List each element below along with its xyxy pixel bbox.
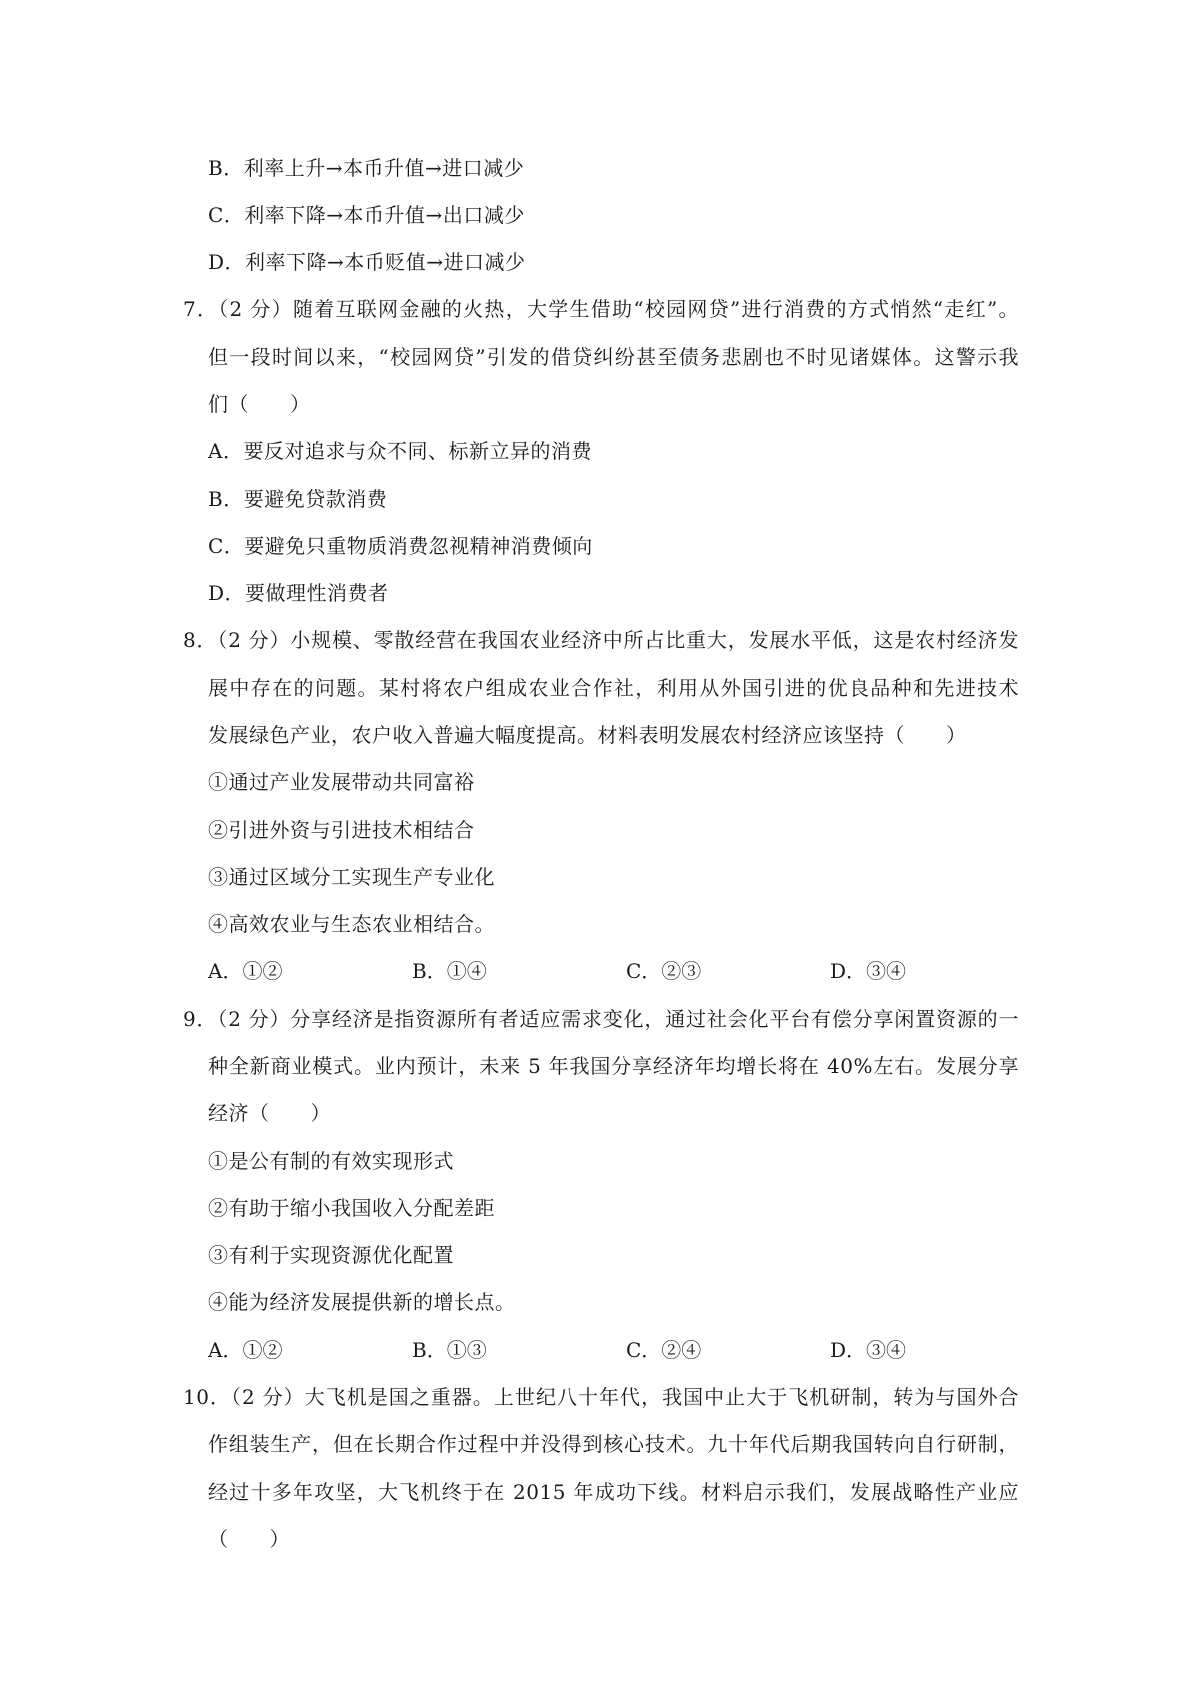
q9-option-b: B．①③ (412, 1338, 487, 1362)
q8-option-b: B．①④ (412, 959, 487, 983)
q8-item-3: ③通过区域分工实现生产专业化 (208, 865, 495, 889)
q9-option-c: C．②④ (626, 1338, 702, 1362)
q7-stem-line-3: 们（ ） (208, 392, 311, 416)
q7-stem-line-1: 7．（2 分）随着互联网金融的火热，大学生借助“校园网贷”进行消费的方式悄然“走红”。 (183, 297, 1019, 321)
q8-stem-line-3: 发展绿色产业，农户收入普遍大幅度提高。材料表明发展农村经济应该坚持（ ） (208, 723, 967, 747)
q10-stem-line-4: （ ） (208, 1527, 290, 1551)
q9-options-row (208, 1336, 968, 1364)
q10-stem-line-1: 10．（2 分）大飞机是国之重器。上世纪八十年代，我国中止大于飞机研制，转为与国外合 (183, 1385, 1019, 1409)
q8-stem-line-2: 展中存在的问题。某村将农户组成农业合作社，利用从外国引进的优良品种和先进技术 (208, 676, 1019, 700)
q9-item-4: ④能为经济发展提供新的增长点。 (208, 1290, 516, 1314)
q8-item-1: ①通过产业发展带动共同富裕 (208, 770, 475, 794)
q6-option-d: D．利率下降→本币贬值→进口减少 (208, 250, 526, 274)
q9-stem-line-3: 经济（ ） (208, 1101, 331, 1125)
q9-item-2: ②有助于缩小我国收入分配差距 (208, 1196, 495, 1220)
q10-stem-line-2: 作组装生产，但在长期合作过程中并没得到核心技术。九十年代后期我国转向自行研制， (208, 1432, 1019, 1456)
q7-stem-line-2: 但一段时间以来，“校园网贷”引发的借贷纠纷甚至债务悲剧也不时见诸媒体。这警示我 (208, 345, 1019, 369)
q9-item-3: ③有利于实现资源优化配置 (208, 1243, 454, 1267)
q8-item-2: ②引进外资与引进技术相结合 (208, 818, 475, 842)
q6-option-b: B．利率上升→本币升值→进口减少 (208, 156, 525, 180)
q6-option-c: C．利率下降→本币升值→出口减少 (208, 203, 525, 227)
q8-option-c: C．②③ (626, 959, 702, 983)
q7-option-d: D．要做理性消费者 (208, 581, 389, 605)
q9-stem-line-2: 种全新商业模式。业内预计，未来 5 年我国分享经济年均增长将在 40%左右。发展分享 (208, 1054, 1019, 1078)
q8-option-d: D．③④ (830, 959, 907, 983)
q8-item-4: ④高效农业与生态农业相结合。 (208, 912, 495, 936)
q7-option-a: A．要反对追求与众不同、标新立异的消费 (208, 439, 592, 463)
q7-option-b: B．要避免贷款消费 (208, 487, 388, 511)
q9-option-d: D．③④ (830, 1338, 907, 1362)
q9-item-1: ①是公有制的有效实现形式 (208, 1149, 454, 1173)
q10-stem-line-3: 经过十多年攻坚，大飞机终于在 2015 年成功下线。材料启示我们，发展战略性产业应 (208, 1480, 1019, 1504)
q8-stem-line-1: 8．（2 分）小规模、零散经营在我国农业经济中所占比重大，发展水平低，这是农村经济发 (183, 628, 1019, 652)
q9-stem-line-1: 9．（2 分）分享经济是指资源所有者适应需求变化，通过社会化平台有偿分享闲置资源的一 (183, 1007, 1019, 1031)
q8-option-a: A．①② (208, 959, 283, 983)
q8-options-row (208, 957, 968, 985)
q9-option-a: A．①② (208, 1338, 283, 1362)
q7-option-c: C．要避免只重物质消费忽视精神消费倾向 (208, 534, 593, 558)
